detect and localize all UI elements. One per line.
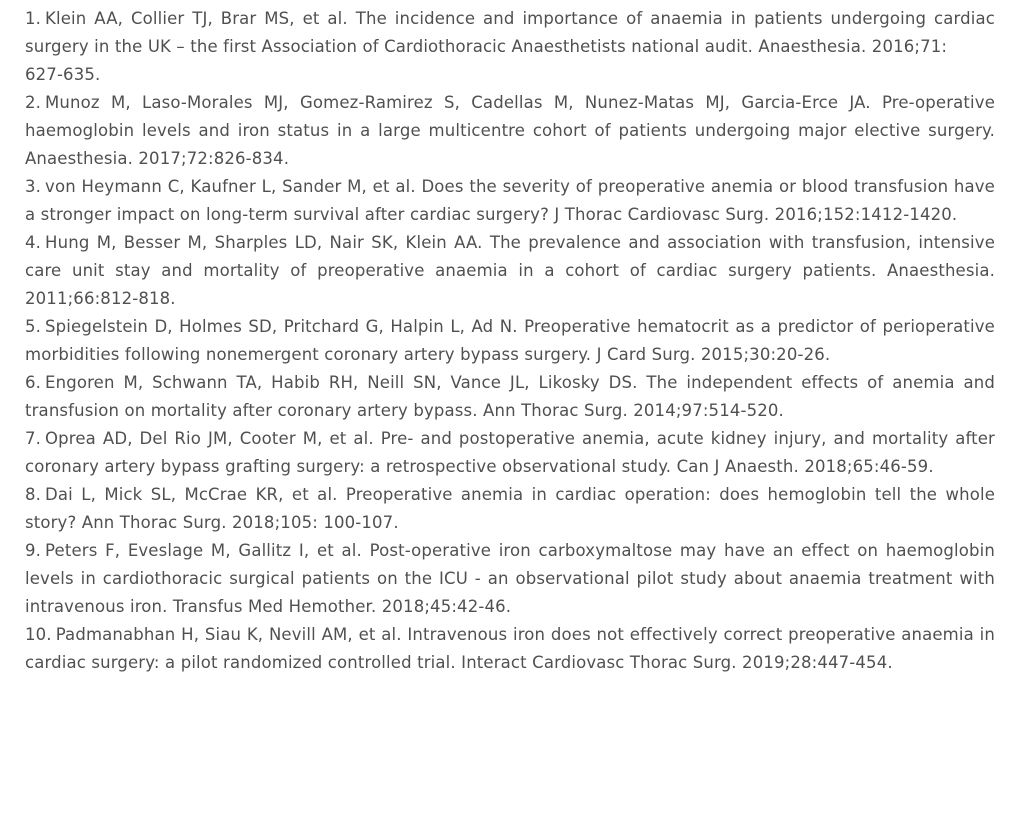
reference-text: Munoz M, Laso-Morales MJ, Gomez-Ramirez S, Cadellas M, Nunez-Matas MJ, Garcia-Erce JA. Pre-operative haemoglobin levels and iron status in a large multicentre cohort of patients undergoing major elective surgery. Anaesthesia. 2017;72:826-834.: [25, 93, 995, 168]
reference-item-8: [25, 481, 995, 537]
reference-text: von Heymann C, Kaufner L, Sander M, et al. Does the severity of preoperative anemia or blood transfusion have a stronger impact on long-term survival after cardiac surgery? J Thorac Cardiovasc Surg. 2016;152:1412-1420.: [25, 177, 995, 224]
reference-text-continuation: 627-635.: [25, 65, 101, 84]
reference-item-7: [25, 425, 995, 481]
reference-item-2: [25, 89, 995, 173]
reference-number: 4.: [25, 233, 42, 252]
reference-item-3: [25, 173, 995, 229]
reference-item-4: [25, 229, 995, 313]
reference-text: Oprea AD, Del Rio JM, Cooter M, et al. Pre- and postoperative anemia, acute kidney injury, and mortality after coronary artery bypass grafting surgery: a retrospective observational study. Can J Anaesth. 2018;65:46-59.: [25, 429, 995, 476]
reference-text: Klein AA, Collier TJ, Brar MS, et al. The incidence and importance of anaemia in patients undergoing cardiac surgery in the UK – the first Association of Cardiothoracic Anaesthetists national audit. Anaesthesia. 2016;71:: [25, 9, 995, 56]
reference-text: Peters F, Eveslage M, Gallitz I, et al. Post-operative iron carboxymaltose may have an effect on haemoglobin levels in cardiothoracic surgical patients on the ICU - an observational pilot study about anaemia treatment with intravenous iron. Transfus Med Hemother. 2018;45:42-46.: [25, 541, 995, 616]
reference-item-5: [25, 313, 995, 369]
reference-text: Hung M, Besser M, Sharples LD, Nair SK, Klein AA. The prevalence and association with transfusion, intensive care unit stay and mortality of preoperative anaemia in a cohort of cardiac surgery patients. Anaesthesia. 2011;66:812-818.: [25, 233, 995, 308]
reference-item-1: [25, 5, 995, 89]
reference-text: Padmanabhan H, Siau K, Nevill AM, et al. Intravenous iron does not effectively correct preoperative anaemia in cardiac surgery: a pilot randomized controlled trial. Interact Cardiovasc Thorac Surg. 2019;28:447-454.: [25, 625, 995, 672]
reference-number: 3.: [25, 177, 42, 196]
reference-text: Spiegelstein D, Holmes SD, Pritchard G, Halpin L, Ad N. Preoperative hematocrit as a predictor of perioperative morbidities following nonemergent coronary artery bypass surgery. J Card Surg. 2015;30:20-26.: [25, 317, 995, 364]
reference-number: 7.: [25, 429, 42, 448]
reference-number: 5.: [25, 317, 42, 336]
reference-item-9: [25, 537, 995, 621]
reference-number: 6.: [25, 373, 42, 392]
reference-number: 8.: [25, 485, 42, 504]
reference-item-10: [25, 621, 995, 677]
reference-number: 2.: [25, 93, 42, 112]
reference-number: 10.: [25, 625, 52, 644]
reference-list: [25, 5, 995, 677]
reference-text: Engoren M, Schwann TA, Habib RH, Neill SN, Vance JL, Likosky DS. The independent effects of anemia and transfusion on mortality after coronary artery bypass. Ann Thorac Surg. 2014;97:514-520.: [25, 373, 995, 420]
reference-number: 1.: [25, 9, 42, 28]
reference-number: 9.: [25, 541, 42, 560]
reference-text: Dai L, Mick SL, McCrae KR, et al. Preoperative anemia in cardiac operation: does hemoglobin tell the whole story? Ann Thorac Surg. 2018;105: 100-107.: [25, 485, 995, 532]
reference-item-6: [25, 369, 995, 425]
